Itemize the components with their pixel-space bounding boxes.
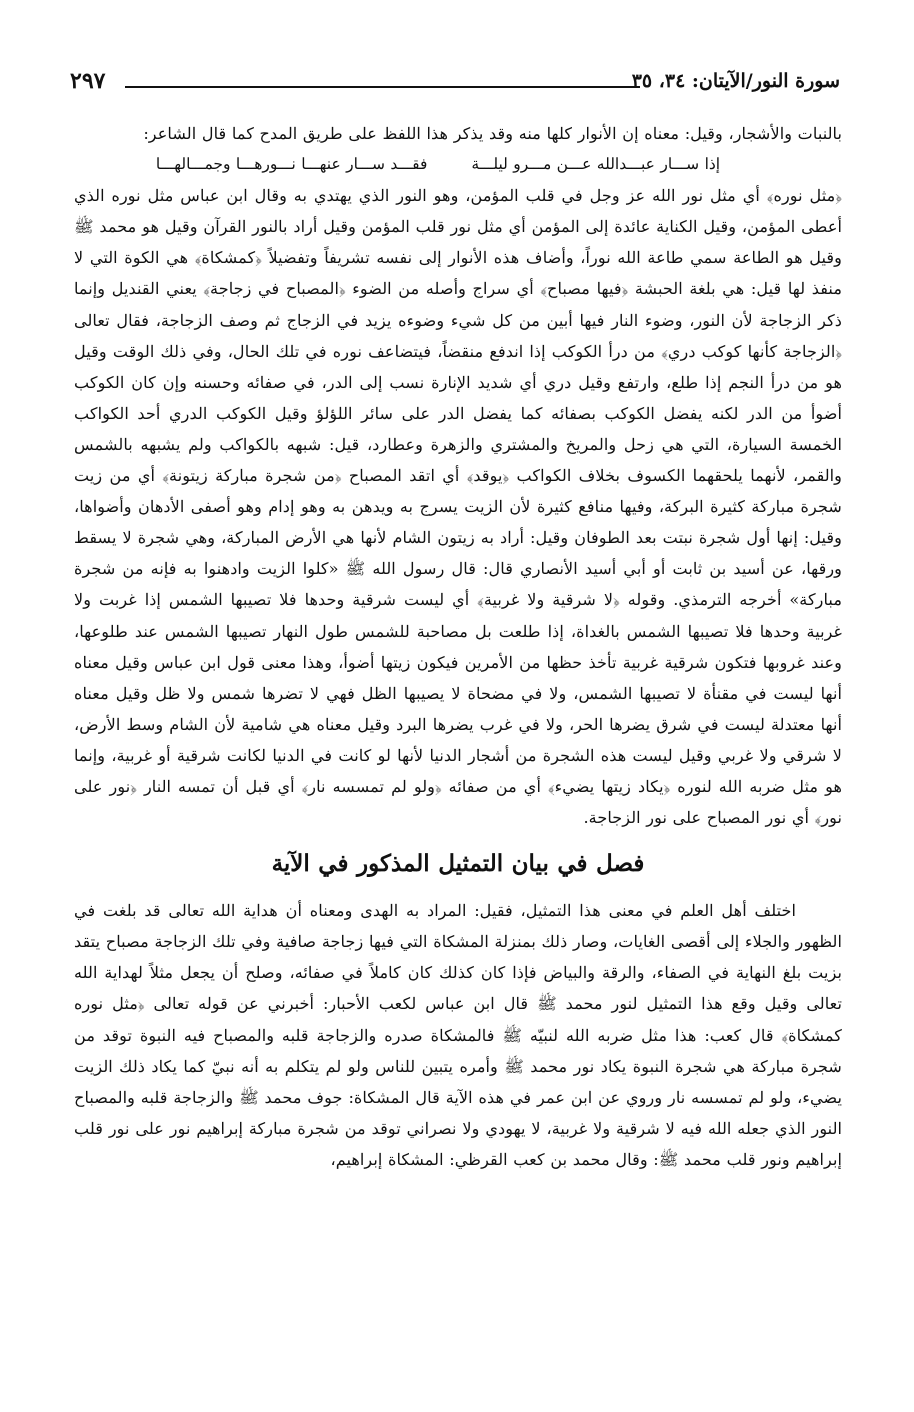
running-title: سورة النور/الآيتان: ٣٤، ٣٥ (631, 70, 840, 92)
page-body (74, 118, 842, 1175)
poem-hemistich-second: فقـــد ســـار عنهـــا نـــورهـــا وجمـــالهـــا (155, 155, 428, 174)
intro-line: بالنبات والأشجار، وقيل: معناه إن الأنوار كلها منه وقد يذكر هذا اللفظ على طريق المدح كما قال الشاعر: (143, 124, 842, 143)
poem-hemistich-first: إذا ســـار عبـــدالله عـــن مـــرو ليلـــة (471, 155, 721, 174)
section-paragraph: اختلف أهل العلم في معنى هذا التمثيل، فقيل: المراد به الهدى ومعناه أن هداية الله تعالى قد بلغت في الظهور والجلاء إلى أقصى الغايات، وصار ذلك بمنزلة المشكاة التي فيها زجاجة صافية وفي تلك الزجاجة مصباح يتقد بزيت بلغ النهاية في الصفاء، والرقة والبياض فإذا كان كذلك كان كاملاً في صفائه، وصلح أن يجعل مثلاً لهداية الله تعالى وقيل وقع هذا التمثيل لنور محمد ﷺ قال ابن عباس لكعب الأحبار: أخبرني عن قوله تعالى ﴿مثل نوره كمشكاة﴾ قال كعب: هذا مثل ضربه الله لنبيّه ﷺ فالمشكاة صدره والزجاجة قلبه والمصباح فيه النبوة توقد من شجرة مباركة هي شجرة النبوة يكاد نور محمد ﷺ وأمره يتبين للناس ولو لم يتكلم به أنه نبيّ كما يكاد ذلك الزيت يضيء، ولو لم تمسسه نار وروي عن ابن عمر في هذه الآية قال المشكاة: جوف محمد ﷺ والزجاجة قلبه والمصباح النور الذي جعله الله فيه لا شرقية ولا غربية، لا يهودي ولا نصراني توقد من شجرة مباركة إبراهيم نور على نور قلب إبراهيم ونور قلب محمد ﷺ: وقال محمد بن كعب القرظي: المشكاة إبراهيم، (74, 901, 842, 1169)
poem-verse (74, 149, 842, 180)
page-header (70, 66, 840, 106)
page-number: ٢٩٧ (70, 68, 106, 94)
commentary-paragraph: ﴿مثل نوره﴾ أي مثل نور الله عز وجل في قلب المؤمن، وهو النور الذي يهتدي به وقال ابن عباس مثل نوره الذي أعطى المؤمن، وقيل الكناية عائدة إلى المؤمن أي مثل نور قلب المؤمن وقيل أراد بالنور القرآن وقيل هو محمد ﷺ وقيل هو الطاعة سمي طاعة الله نوراً، وأضاف هذه الأنوار إلى نفسه تشريفاً وتفضيلاً ﴿كمشكاة﴾ هي الكوة التي لا منفذ لها قيل: هي بلغة الحبشة ﴿فيها مصباح﴾ أي سراج وأصله من الضوء ﴿المصباح في زجاجة﴾ يعني القنديل وإنما ذكر الزجاجة لأن النور، وضوء النار فيها أبين من كل شيء وضوءه يزيد في الزجاج ثم وصف الزجاجة، فقال تعالى ﴿الزجاجة كأنها كوكب دري﴾ من درأ الكوكب إذا اندفع منقضاً، فيتضاعف نوره في تلك الحال، وفي ذلك الوقت وقيل هو من درأ النجم إذا طلع، وارتفع وقيل دري أي شديد الإنارة نسب إلى الدر، في صفائه وحسنه وإن كان الكوكب أضوأ من الدر لكنه يفضل الكوكب بصفائه كما يفضل الدر على سائر اللؤلؤ وقيل الكوكب الدري أحد الكواكب الخمسة السيارة، التي هي زحل والمريخ والمشتري والزهرة وعطارد، قيل: شبهه بالكواكب ولم يشبهه بالشمس والقمر، لأنهما يلحقهما الكسوف بخلاف الكواكب ﴿يوقد﴾ أي اتقد المصباح ﴿من شجرة مباركة زيتونة﴾ أي من زيت شجرة مباركة كثيرة البركة، وفيها منافع كثيرة لأن الزيت يسرج به ويدهن به وهو إدام وهو أصفى الأدهان وأضواها، وقيل: إنها أول شجرة نبتت بعد الطوفان وقيل: أراد به زيتون الشام لأنها هي الأرض المباركة، وهي شجرة لا يسقط ورقها، عن أسيد بن ثابت أو أبي أسيد الأنصاري قال: قال رسول الله ﷺ «كلوا الزيت وادهنوا به فإنه من شجرة مباركة» أخرجه الترمذي. وقوله ﴿لا شرقية ولا غربية﴾ أي ليست شرقية وحدها فلا تصيبها الشمس إذا غربت ولا غربية وحدها فلا تصيبها الشمس بالغداة، إذا طلعت بل مصاحبة للشمس طول النهار تصيبها الشمس عند طلوعها، وعند غروبها فتكون شرقية غربية تأخذ حظها من الأمرين فيكون زيتها أضوأ، وهذا معنى قول ابن عباس وقيل معناه أنها ليست في مقنأة لا تصيبها الشمس، ولا في مضحاة لا يصيبها الظل فهي لا تضرها شمس ولا ظل وقيل معناه أنها معتدلة ليست في شرق يضرها الحر، ولا في غرب يضرها البرد وقيل معناه هي شامية لأن الشام وسط الأرض، لا شرقي ولا غربي وقيل ليست هذه الشجرة من أشجار الدنيا لأنها لو كانت في الدنيا لكانت شرقية أو غربية، وإنما هو مثل ضربه الله لنوره ﴿يكاد زيتها يضيء﴾ أي من صفائه ﴿ولو لم تمسسه نار﴾ أي قبل أن تمسه النار ﴿نور على نور﴾ أي نور المصباح على نور الزجاجة. (74, 186, 843, 828)
header-rule (125, 86, 640, 88)
section-heading: فصل في بيان التمثيل المذكور في الآية (271, 850, 645, 878)
